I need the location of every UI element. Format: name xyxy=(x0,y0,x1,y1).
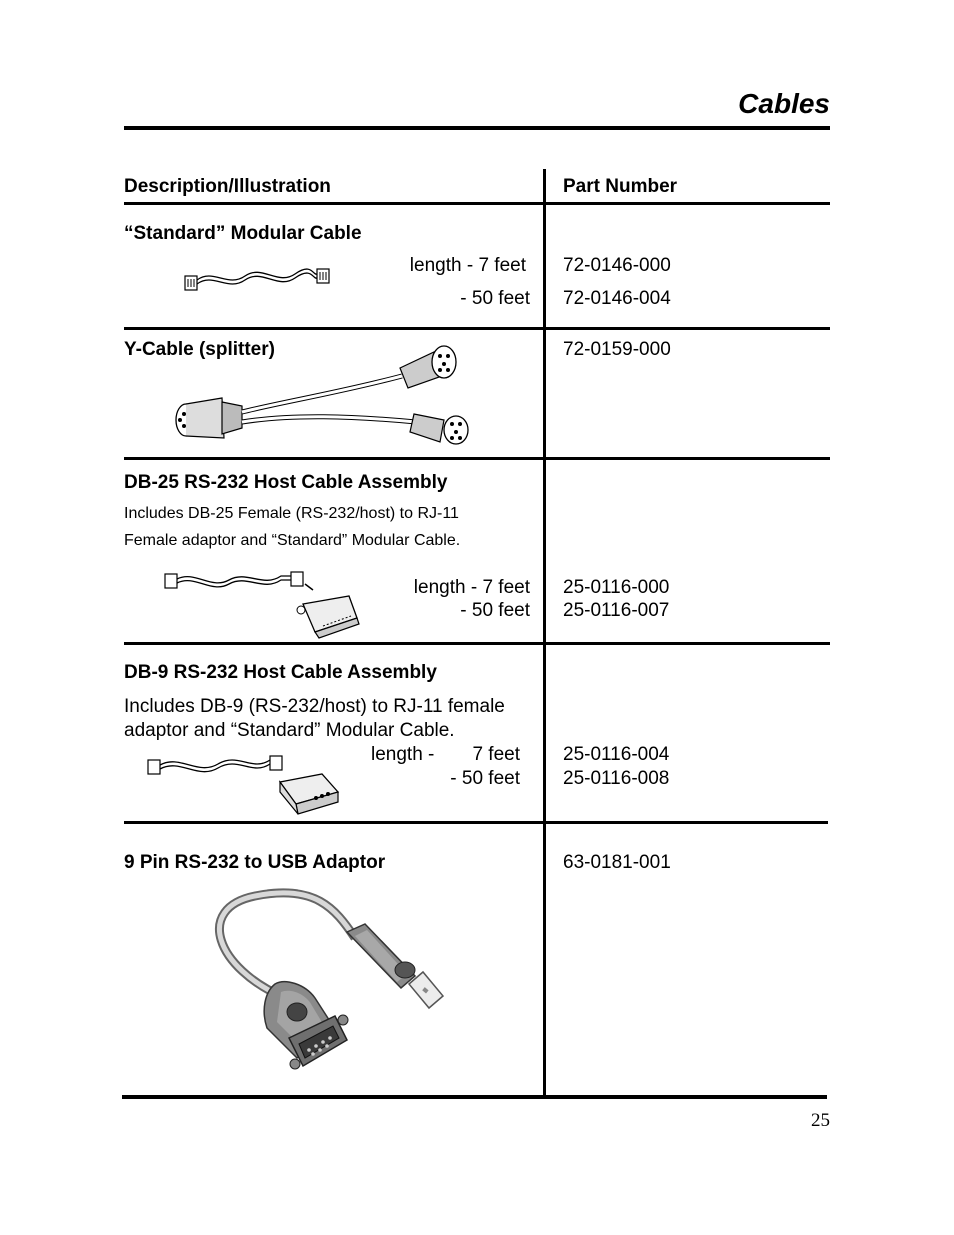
page-number: 25 xyxy=(811,1110,830,1131)
db25-cable-icon xyxy=(163,568,363,638)
length-7-label: length - 7 feet xyxy=(409,255,526,276)
row-description: Female adaptor and “Standard” Modular Cable. xyxy=(124,532,461,549)
row-description: Includes DB-25 Female (RS-232/host) to RJ-11 xyxy=(124,505,459,522)
length-7-label: 7 feet xyxy=(472,744,520,765)
header-description: Description/Illustration xyxy=(124,176,331,197)
part-number: 25-0116-004 xyxy=(563,744,670,765)
y-cable-icon xyxy=(172,342,472,444)
row-divider xyxy=(124,642,830,645)
row-name-standard-cable: “Standard” Modular Cable xyxy=(124,223,362,244)
row-divider xyxy=(124,821,828,824)
modular-cable-icon xyxy=(183,262,333,296)
row-description: Includes DB-9 (RS-232/host) to RJ-11 female xyxy=(124,696,505,717)
length-50-label: - 50 feet xyxy=(460,288,530,309)
header-part-number: Part Number xyxy=(563,176,678,197)
row-name-usb-adaptor: 9 Pin RS-232 to USB Adaptor xyxy=(124,852,386,873)
length-50-label: - 50 feet xyxy=(450,768,520,789)
part-number: 72-0146-004 xyxy=(563,288,671,309)
part-number: 25-0116-008 xyxy=(563,768,670,789)
row-divider xyxy=(124,327,830,330)
part-number: 25-0116-007 xyxy=(563,600,670,621)
part-number: 72-0146-000 xyxy=(563,255,671,276)
usb-adaptor-photo xyxy=(205,888,445,1083)
column-divider xyxy=(543,169,546,1096)
length-7-label: length - 7 feet xyxy=(413,577,530,598)
row-description: adaptor and “Standard” Modular Cable. xyxy=(124,720,455,741)
part-number: 72-0159-000 xyxy=(563,339,671,360)
length-label: length - xyxy=(371,744,435,765)
title-rule xyxy=(124,126,830,130)
row-name-db9: DB-9 RS-232 Host Cable Assembly xyxy=(124,662,437,683)
part-number: 25-0116-000 xyxy=(563,577,670,598)
part-number: 63-0181-001 xyxy=(563,852,671,873)
row-name-db25: DB-25 RS-232 Host Cable Assembly xyxy=(124,472,448,493)
length-50-label: - 50 feet xyxy=(460,600,530,621)
row-name-y-cable: Y-Cable (splitter) xyxy=(124,339,275,360)
db9-cable-icon xyxy=(146,752,346,818)
table-bottom-rule xyxy=(122,1095,827,1099)
page-title: Cables xyxy=(738,88,830,119)
row-divider xyxy=(124,457,830,460)
header-rule xyxy=(124,202,830,205)
